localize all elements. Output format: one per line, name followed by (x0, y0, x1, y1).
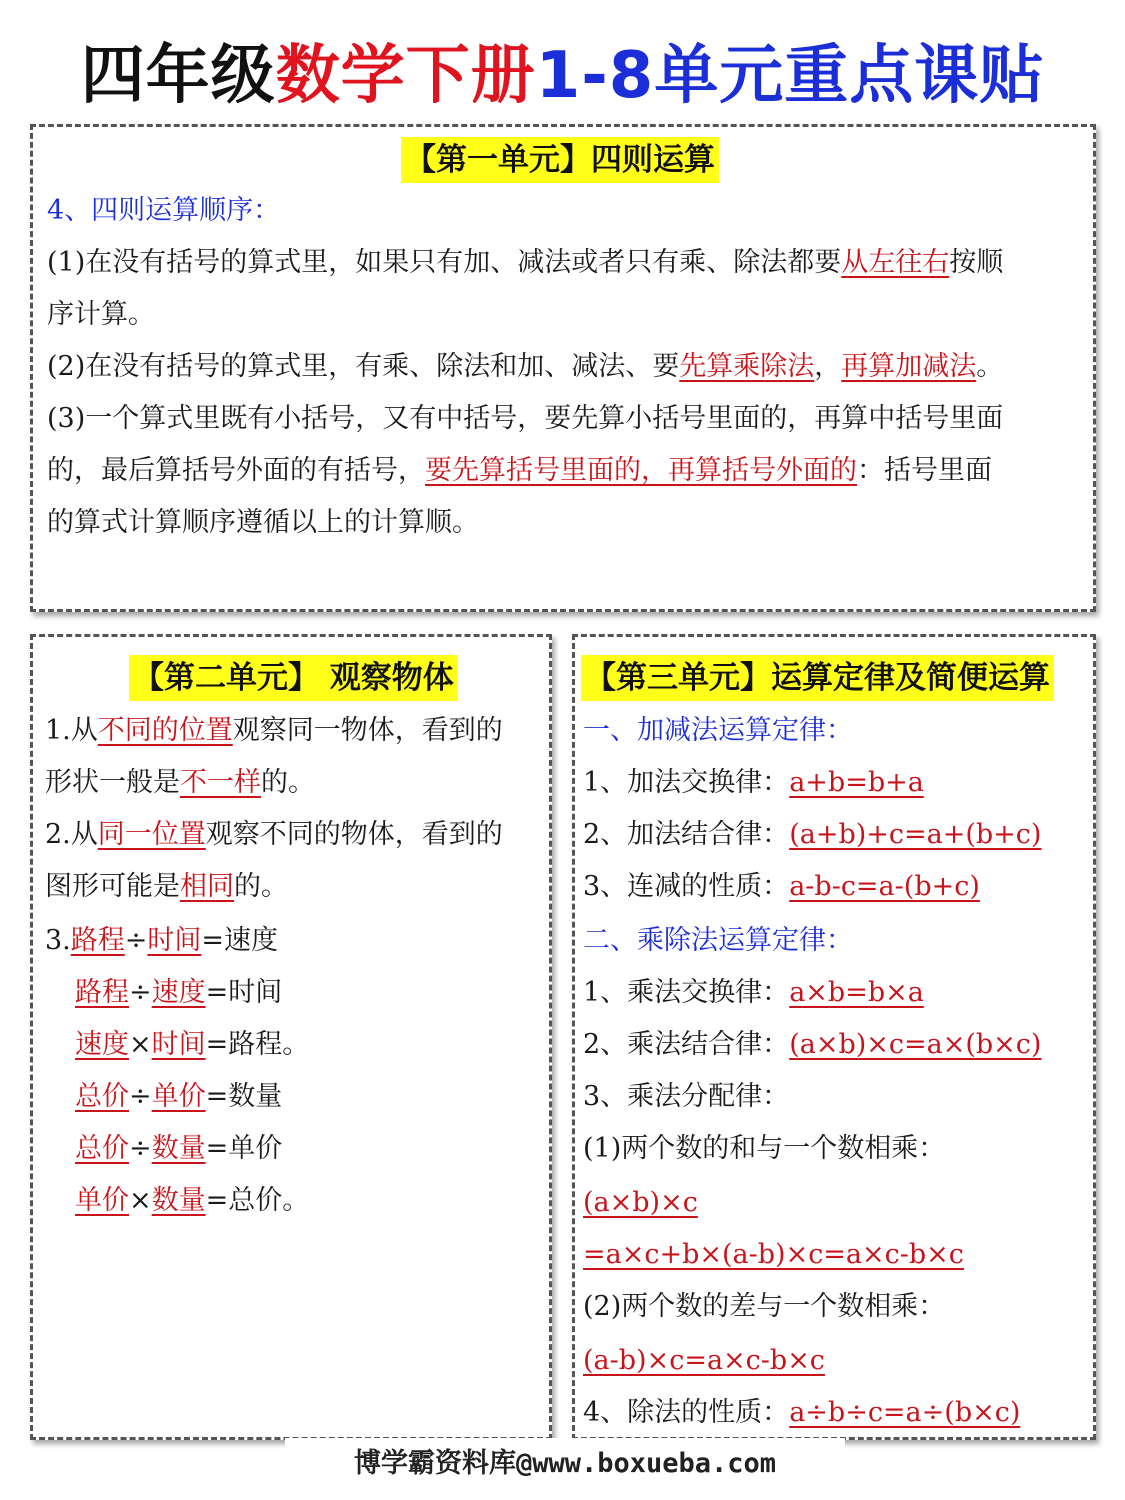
unit1-rule2 (47, 347, 1003, 387)
formula-speed (45, 921, 278, 961)
formula: a×b=b×a (789, 977, 924, 1008)
highlight: 数量 (151, 1133, 206, 1164)
operator: ÷ (129, 1133, 152, 1164)
unit1-rule3-line2 (47, 451, 992, 491)
unit3-section1: 一、加减法运算定律： (583, 715, 853, 746)
text: 1、加法交换律： (583, 767, 790, 798)
text: 3、连减的性质： (583, 871, 790, 902)
unit1-box (30, 124, 1096, 612)
operator: ÷ (124, 925, 148, 956)
distributive-sum-formula2: =a×c+b×(a-b)×c=a×c-b×c (583, 1239, 964, 1270)
unit2-box (30, 634, 552, 1440)
unit3-section2: 二、乘除法运算定律： (583, 925, 853, 956)
text: ：括号里面 (857, 455, 992, 486)
law-mul-associative (583, 1025, 1041, 1065)
formula-unit-price (75, 1129, 282, 1169)
text: =总价。 (205, 1185, 310, 1216)
page-title (0, 36, 1125, 116)
highlight: 路程 (75, 977, 129, 1008)
highlight: 要先算括号里面的，再算括号外面的 (425, 455, 857, 486)
highlight: 同一位置 (97, 819, 206, 850)
unit2-line4 (45, 867, 288, 907)
text: =单价 (205, 1133, 283, 1164)
law-add-associative (583, 815, 1041, 855)
footer-watermark: 博学霸资料库@www.boxueba.com (285, 1438, 845, 1490)
text: 2、乘法结合律： (583, 1029, 790, 1060)
text: 1、乘法交换律： (583, 977, 790, 1008)
highlight: 单价 (151, 1081, 206, 1112)
operator: × (129, 1029, 152, 1060)
highlight: 从左往右 (841, 247, 950, 278)
formula-time (75, 973, 282, 1013)
law-distributive: 3、乘法分配律： (583, 1081, 790, 1112)
text: 的。 (234, 871, 288, 902)
unit1-rule3-line1: (3)一个算式里既有小括号，又有中括号，要先算小括号里面的，再算中括号里面 (47, 403, 1004, 434)
text: =路程。 (205, 1029, 310, 1060)
highlight: 先算乘除法 (679, 351, 815, 382)
unit1-rule1-line1 (47, 243, 1003, 283)
title-grade: 四年级 (80, 39, 276, 113)
text: =数量 (205, 1081, 283, 1112)
formula-total-price (75, 1181, 309, 1221)
text: 3. (45, 925, 71, 956)
title-subject: 数学下册 (275, 39, 536, 113)
text: 。 (976, 351, 1004, 382)
highlight: 速度 (75, 1029, 129, 1060)
law-subtraction (583, 867, 980, 907)
unit1-heading: 【第一单元】四则运算 (401, 137, 719, 183)
highlight: 总价 (75, 1081, 129, 1112)
law-mul-commutative (583, 973, 924, 1013)
operator: ÷ (129, 977, 152, 1008)
distributive-diff: (2)两个数的差与一个数相乘： (583, 1291, 946, 1322)
unit3-heading: 【第三单元】运算定律及简便运算 (581, 655, 1054, 701)
text: (1)在没有括号的算式里，如果只有加、减法或者只有乘、除法都要 (47, 247, 842, 278)
unit1-rule1-line2: 序计算。 (47, 299, 155, 330)
highlight: 路程 (70, 925, 125, 956)
unit2-line2 (45, 763, 315, 803)
highlight: 时间 (151, 1029, 206, 1060)
highlight: 不同的位置 (97, 715, 233, 746)
law-add-commutative (583, 763, 924, 803)
formula: (a×b)×c=a×(b×c) (789, 1029, 1042, 1060)
operator: ÷ (129, 1081, 152, 1112)
unit1-rule3-line3: 的算式计算顺序遵循以上的计算顺。 (47, 507, 479, 538)
unit1-subtitle: 4、四则运算顺序： (47, 195, 281, 226)
text: 观察不同的物体，看到的 (205, 819, 503, 850)
text: 的。 (261, 767, 315, 798)
title-units: 1-8单元重点课贴 (535, 39, 1045, 113)
distributive-sum-formula1: (a×b)×c (583, 1187, 698, 1218)
text: =时间 (205, 977, 283, 1008)
text: 2、加法结合律： (583, 819, 790, 850)
highlight: 总价 (75, 1133, 129, 1164)
text: 的，最后算括号外面的有括号， (47, 455, 425, 486)
text: ， (814, 351, 842, 382)
highlight: 单价 (75, 1185, 129, 1216)
highlight: 速度 (151, 977, 206, 1008)
formula: a+b=b+a (789, 767, 924, 798)
text: 形状一般是 (45, 767, 180, 798)
distributive-diff-formula: (a-b)×c=a×c-b×c (583, 1345, 825, 1376)
text: 1.从 (45, 715, 98, 746)
highlight: 再算加减法 (841, 351, 977, 382)
formula-quantity (75, 1077, 282, 1117)
formula: a÷b÷c=a÷(b×c) (789, 1397, 1021, 1428)
text: 2.从 (45, 819, 98, 850)
unit2-line3 (45, 815, 503, 855)
formula: a-b-c=a-(b+c) (789, 871, 980, 902)
highlight: 时间 (147, 925, 202, 956)
unit2-heading: 【第二单元】 观察物体 (129, 655, 458, 701)
highlight: 数量 (151, 1185, 206, 1216)
text: 按顺 (949, 247, 1004, 278)
distributive-sum: (1)两个数的和与一个数相乘： (583, 1133, 946, 1164)
formula: (a+b)+c=a+(b+c) (789, 819, 1042, 850)
highlight: 相同 (180, 871, 234, 902)
text: 观察同一物体，看到的 (232, 715, 503, 746)
text: =速度 (201, 925, 279, 956)
formula-distance (75, 1025, 309, 1065)
operator: × (129, 1185, 152, 1216)
unit3-box (572, 634, 1096, 1440)
text: (2)在没有括号的算式里，有乘、除法和加、减法、要 (47, 351, 680, 382)
highlight: 不一样 (180, 767, 261, 798)
text: 图形可能是 (45, 871, 180, 902)
law-division (583, 1393, 1020, 1433)
text: 4、除法的性质： (583, 1397, 790, 1428)
unit2-line1 (45, 711, 503, 751)
